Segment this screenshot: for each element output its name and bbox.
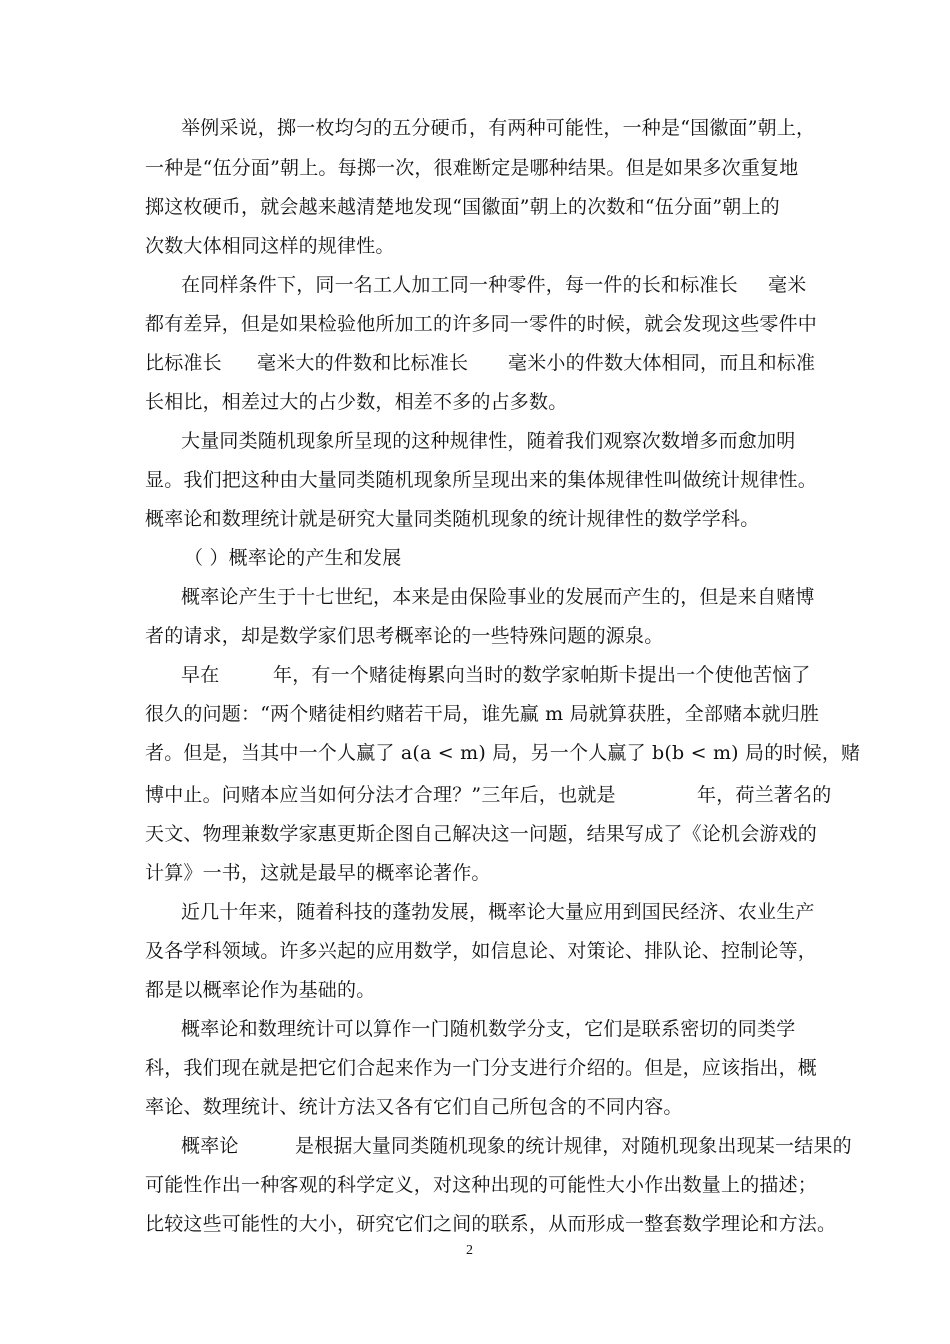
- text-line: [0, 1214, 950, 1236]
- text-segment: 者的请求，却是数学家们思考概率论的一些特殊问题的源泉。: [145, 625, 664, 647]
- text-line: [0, 470, 950, 492]
- text-segment: 早在: [181, 664, 220, 686]
- text-segment: 比标准长: [145, 352, 222, 374]
- text-segment: 近几十年来，随着科技的蓬勃发展，概率论大量应用到国民经济、农业生产: [181, 901, 815, 923]
- text-segment: 计算》一书，这就是最早的概率论著作。: [145, 862, 491, 884]
- text-segment: 可能性作出一种客观的科学定义，对这种出现的可能性大小作出数量上的描述；: [145, 1174, 818, 1196]
- text-segment: 科，我们现在就是把它们合起来作为一门分支进行介绍的。但是，应该指出，概: [145, 1057, 818, 1079]
- text-segment: 次数大体相同这样的规律性。: [145, 235, 395, 257]
- text-line: [0, 743, 950, 765]
- text-line: [0, 509, 950, 531]
- text-segment: 都有差异，但是如果检验他所加工的许多同一零件的时候，就会发现这些零件中: [145, 313, 818, 335]
- text-segment: 概率论和数理统计可以算作一门随机数学分支，它们是联系密切的同类学: [181, 1018, 796, 1040]
- text-segment: 很久的问题：“两个赌徒相约赌若干局，谁先赢 m 局就算获胜，全部赌本就归胜: [145, 703, 820, 725]
- text-segment: 毫米小的件数大体相同，而且和标准: [508, 352, 816, 374]
- text-line: [0, 587, 950, 609]
- text-line: [0, 824, 950, 846]
- text-segment: 及各学科领域。许多兴起的应用数学，如信息论、对策论、排队论、控制论等，: [145, 940, 818, 962]
- text-segment: 者。但是，当其中一个人赢了 a(a < m) 局，另一个人赢了 b(b < m) 局的时候，赌: [145, 742, 861, 764]
- text-line: [0, 785, 950, 807]
- text-line: [0, 1097, 950, 1119]
- text-segment: 长相比，相差过大的占少数，相差不多的占多数。: [145, 391, 568, 413]
- text-line: [0, 353, 950, 375]
- text-line: [0, 197, 950, 219]
- text-line: [0, 314, 950, 336]
- text-line: [0, 1058, 950, 1080]
- page-number: 2: [466, 1243, 473, 1258]
- text-segment: 大量同类随机现象所呈现的这种规律性，随着我们观察次数增多而愈加明: [181, 430, 796, 452]
- text-segment: 天文、物理兼数学家惠更斯企图自己解决这一问题，结果写成了《论机会游戏的: [145, 823, 818, 845]
- text-line: [0, 626, 950, 648]
- text-segment: 比较这些可能性的大小，研究它们之间的联系，从而形成一整套数学理论和方法。: [145, 1213, 837, 1235]
- text-segment: 概率论产生于十七世纪，本来是由保险事业的发展而产生的，但是来自赌博: [181, 586, 815, 608]
- text-line: [0, 1019, 950, 1041]
- section-heading: [0, 548, 950, 570]
- text-segment: 概率论: [181, 1135, 239, 1157]
- text-segment: 毫米大的件数和比标准长: [257, 352, 469, 374]
- text-segment: 在同样条件下，同一名工人加工同一种零件，每一件的长和标准长: [181, 274, 738, 296]
- text-segment: 举例采说，掷一枚均匀的五分硬币，有两种可能性，一种是“国徽面”朝上，: [181, 117, 816, 139]
- text-line: [0, 902, 950, 924]
- text-segment: 年，有一个赌徒梅累向当时的数学家帕斯卡提出一个使他苦恼了: [273, 664, 811, 686]
- text-line: [0, 980, 950, 1002]
- text-segment: 显。我们把这种由大量同类随机现象所呈现出来的集体规律性叫做统计规律性。: [145, 469, 818, 491]
- text-line: [0, 863, 950, 885]
- text-segment: 概率论和数理统计就是研究大量同类随机现象的统计规律性的数学学科。: [145, 508, 760, 530]
- text-line: [0, 941, 950, 963]
- text-segment: 年，荷兰著名的: [697, 784, 832, 806]
- text-line: [0, 392, 950, 414]
- text-segment: 博中止。问赌本应当如何分法才合理？”三年后，也就是: [145, 784, 616, 806]
- text-segment: 都是以概率论作为基础的。: [145, 979, 376, 1001]
- text-line: [0, 158, 950, 180]
- text-line: [0, 1175, 950, 1197]
- text-line: [0, 118, 950, 140]
- text-line: [0, 431, 950, 453]
- text-segment: 是根据大量同类随机现象的统计规律，对随机现象出现某一结果的: [295, 1135, 852, 1157]
- text-line: [0, 275, 950, 297]
- text-segment: 一种是“伍分面”朝上。每掷一次，很难断定是哪种结果。但是如果多次重复地: [145, 157, 799, 179]
- text-segment: 掷这枚硬币，就会越来越清楚地发现“国徽面”朝上的次数和“伍分面”朝上的: [145, 196, 780, 218]
- text-line: [0, 704, 950, 726]
- text-line: [0, 1136, 950, 1158]
- text-line: [0, 665, 950, 687]
- text-line: [0, 236, 950, 258]
- text-segment: （ ）概率论的产生和发展: [184, 547, 402, 569]
- text-segment: 率论、数理统计、统计方法又各有它们自己所包含的不同内容。: [145, 1096, 683, 1118]
- text-segment: 毫米: [768, 274, 807, 296]
